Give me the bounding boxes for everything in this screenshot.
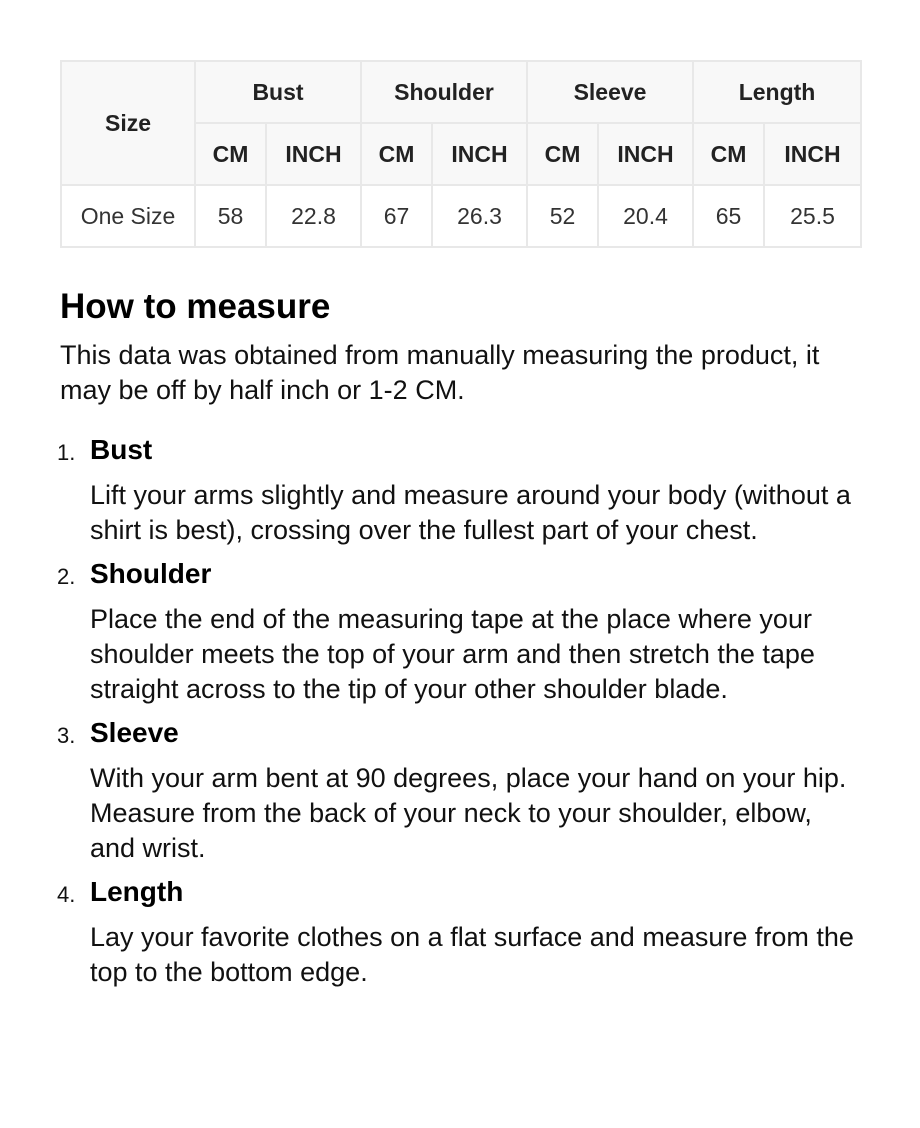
- unit-header-inch: INCH: [432, 123, 527, 185]
- length-cm-cell: 65: [693, 185, 764, 247]
- unit-header-inch: INCH: [266, 123, 361, 185]
- shoulder-group-header: Shoulder: [361, 61, 527, 123]
- shoulder-cm-cell: 67: [361, 185, 432, 247]
- step-title-sleeve: Sleeve: [90, 717, 179, 748]
- step-text-bust: Lift your arms slightly and measure around your body (without a shirt is best), crossing over the fullest part of your chest.: [90, 480, 851, 545]
- list-item: [57, 715, 860, 866]
- table-row: [61, 185, 861, 247]
- sleeve-group-header: Sleeve: [527, 61, 693, 123]
- table-header-row: [61, 61, 861, 123]
- length-inch-cell: 25.5: [764, 185, 861, 247]
- measurement-intro-text: This data was obtained from manually measuring the product, it may be off by half inch or 1-2 CM.: [60, 340, 820, 405]
- step-text-shoulder: Place the end of the measuring tape at the place where your shoulder meets the top of your arm and then stretch the tape straight across to the tip of your other shoulder blade.: [90, 604, 815, 704]
- sleeve-inch-cell: 20.4: [598, 185, 693, 247]
- sleeve-cm-cell: 52: [527, 185, 598, 247]
- length-group-header: Length: [693, 61, 861, 123]
- unit-header-cm: CM: [195, 123, 266, 185]
- unit-header-inch: INCH: [598, 123, 693, 185]
- step-text-length: Lay your favorite clothes on a flat surface and measure from the top to the bottom edge.: [90, 922, 854, 987]
- step-title-shoulder: Shoulder: [90, 558, 212, 589]
- size-chart-table: [60, 60, 862, 248]
- step-text-sleeve: With your arm bent at 90 degrees, place your hand on your hip. Measure from the back of your neck to your shoulder, elbow, and wrist.: [90, 763, 847, 863]
- step-number: 4.: [57, 882, 76, 907]
- step-number: 1.: [57, 440, 76, 465]
- measurement-steps-list: [57, 432, 860, 990]
- bust-inch-cell: 22.8: [266, 185, 361, 247]
- step-title-length: Length: [90, 876, 184, 907]
- unit-header-cm: CM: [527, 123, 598, 185]
- how-to-measure-heading: How to measure: [60, 287, 331, 326]
- unit-header-inch: INCH: [764, 123, 861, 185]
- list-item: [57, 556, 860, 707]
- shoulder-inch-cell: 26.3: [432, 185, 527, 247]
- step-number: 2.: [57, 564, 76, 589]
- list-item: [57, 874, 860, 990]
- step-title-bust: Bust: [90, 434, 153, 465]
- bust-group-header: Bust: [195, 61, 361, 123]
- size-guide-page: [57, 60, 860, 998]
- step-number: 3.: [57, 723, 76, 748]
- bust-cm-cell: 58: [195, 185, 266, 247]
- unit-header-cm: CM: [693, 123, 764, 185]
- size-column-header: Size: [61, 61, 195, 185]
- list-item: [57, 432, 860, 548]
- size-cell: One Size: [61, 185, 195, 247]
- unit-header-cm: CM: [361, 123, 432, 185]
